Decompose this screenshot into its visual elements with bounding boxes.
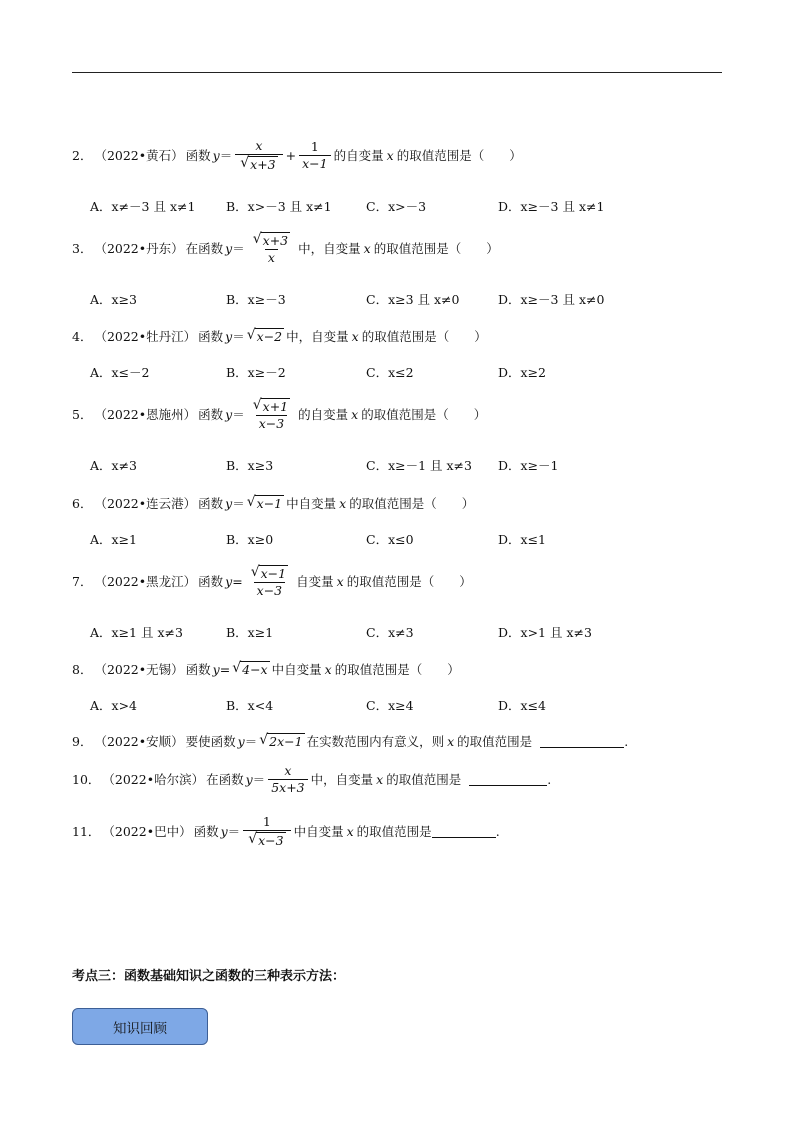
question-text: 中自变量	[293, 824, 344, 840]
radicand: x−2	[256, 329, 283, 344]
question-source: （2022•哈尔滨）	[102, 772, 205, 788]
radicand: x+3	[262, 233, 289, 248]
question-text: 函数	[193, 824, 219, 840]
option-c[interactable]: C．x≤2	[366, 365, 414, 380]
question-number: 9．	[72, 734, 93, 749]
formula-eq: =	[219, 661, 231, 677]
formula-var: y	[212, 661, 220, 677]
numerator	[248, 232, 295, 249]
question-11	[72, 815, 500, 848]
question-source: （2022•恩施州）	[94, 407, 197, 423]
formula-var: x	[339, 495, 347, 511]
radicand: x+1	[262, 399, 289, 414]
question-text: 的取值范围是（ ）	[349, 496, 475, 511]
square-root: √ x+3	[252, 231, 289, 248]
option-d[interactable]: D．x≥2	[498, 365, 546, 380]
question-end: .	[495, 823, 500, 839]
question-text: 在实数范围内有意义，则	[306, 734, 445, 749]
question-6	[72, 494, 474, 512]
question-text: 要使函数	[185, 734, 236, 749]
formula-fraction	[246, 565, 293, 598]
formula-fraction	[235, 139, 282, 172]
square-root: √ 4−x	[232, 660, 268, 677]
formula-var: x	[324, 661, 332, 677]
formula-var: y	[225, 495, 233, 511]
options-6	[90, 530, 722, 548]
question-text: 函数	[198, 574, 224, 590]
options-4	[90, 363, 722, 381]
section-heading: 考点三：函数基础知识之函数的三种表示方法：	[72, 969, 346, 984]
options-8	[90, 696, 722, 714]
question-number: 8．	[72, 662, 93, 677]
options-7	[90, 623, 722, 641]
question-text: 函数	[185, 662, 211, 677]
question-number: 2．	[72, 148, 93, 164]
option-a[interactable]: A．x≠－3 且 x≠1	[90, 199, 196, 214]
question-text: 中，自变量	[298, 241, 361, 257]
radicand: 4−x	[242, 662, 268, 677]
question-text: 的取值范围是	[356, 824, 432, 840]
formula-var: x	[447, 733, 455, 749]
option-a[interactable]: A．x>4	[90, 698, 138, 713]
option-b[interactable]: B．x>－3 且 x≠1	[226, 199, 332, 214]
option-d[interactable]: D．x≥－1	[498, 458, 559, 473]
question-text: 函数	[198, 496, 224, 511]
formula-eq: ＝	[232, 407, 245, 423]
square-root: √ 2x−1	[259, 732, 303, 749]
option-b[interactable]: B．x≥－3	[226, 292, 286, 307]
question-text: 在函数	[185, 241, 224, 257]
question-source: （2022•巴中）	[102, 824, 192, 840]
question-text: 的取值范围是（ ）	[361, 407, 487, 423]
question-10	[72, 764, 551, 795]
formula-eq: ＝	[232, 329, 245, 344]
question-5	[72, 398, 486, 431]
option-d[interactable]: D．x≥－3 且 x≠1	[498, 199, 605, 214]
option-a[interactable]: A．x≠3	[90, 458, 138, 473]
question-number: 7．	[72, 574, 93, 590]
formula-var: x	[386, 147, 394, 163]
question-source: （2022•丹东）	[94, 241, 184, 257]
question-source: （2022•无锡）	[94, 662, 184, 677]
question-text: 的取值范围是（ ）	[346, 574, 472, 590]
formula-fraction	[299, 140, 330, 171]
knowledge-review-button[interactable]: 知识回顾	[72, 1008, 208, 1045]
formula-var: y	[245, 771, 253, 787]
question-number: 10．	[72, 772, 101, 788]
formula-eq: ＝	[232, 496, 245, 511]
question-end: .	[547, 771, 552, 787]
question-text: 函数	[198, 329, 224, 344]
options-5	[90, 456, 722, 474]
option-c[interactable]: C．x≥4	[366, 698, 414, 713]
denominator: 5x+3	[268, 779, 307, 795]
formula-eq: ＝	[252, 772, 266, 788]
question-text: 的取值范围是（ ）	[334, 662, 460, 677]
option-b[interactable]: B．x≥1	[226, 625, 274, 640]
question-text: 在函数	[206, 772, 244, 788]
formula-var: y	[212, 147, 220, 163]
square-root: √ x−1	[246, 494, 283, 511]
question-2	[72, 139, 522, 172]
options-2	[90, 197, 722, 215]
formula-var: y	[225, 240, 233, 256]
question-3	[72, 232, 499, 265]
option-d[interactable]: D．x≤4	[498, 698, 546, 713]
denominator	[243, 830, 290, 848]
option-b[interactable]: B．x≥3	[226, 458, 274, 473]
formula-var: y	[237, 733, 245, 749]
formula-fraction	[248, 398, 295, 431]
square-root: √ x+3	[240, 154, 276, 172]
formula-eq: =	[232, 573, 243, 589]
question-source: （2022•连云港）	[94, 496, 197, 511]
option-a[interactable]: A．x≥1	[90, 532, 138, 547]
question-text: 的自变量	[333, 148, 384, 164]
question-source: （2022•安顺）	[94, 734, 184, 749]
question-text: 的自变量	[298, 407, 349, 423]
question-8	[72, 660, 460, 678]
formula-var: x	[351, 328, 359, 344]
denominator: x	[265, 249, 278, 265]
header-rule	[72, 72, 722, 73]
option-b[interactable]: B．x≥－2	[226, 365, 286, 380]
question-text: 中自变量	[271, 662, 322, 677]
options-3	[90, 290, 722, 308]
formula-var: y	[220, 823, 228, 839]
formula-var: x	[351, 406, 359, 422]
question-source: （2022•黑龙江）	[94, 574, 197, 590]
option-c[interactable]: C．x≥－1 且 x≠3	[366, 458, 472, 473]
answer-blank[interactable]	[432, 825, 496, 838]
formula-var: x	[346, 823, 354, 839]
denominator: x−3	[254, 582, 285, 598]
option-b[interactable]: B．x≥0	[226, 532, 274, 547]
question-9	[72, 732, 628, 750]
formula-fraction	[243, 815, 290, 848]
question-text: 的取值范围是（ ）	[373, 241, 499, 257]
option-d[interactable]: D．x≥－3 且 x≠0	[498, 292, 605, 307]
option-d[interactable]: D．x>1 且 x≠3	[498, 625, 592, 640]
formula-var: y	[225, 406, 233, 422]
option-c[interactable]: C．x>－3	[366, 199, 427, 214]
numerator	[246, 565, 293, 582]
question-text: 的取值范围是（ ）	[396, 148, 522, 164]
radicand: x−3	[258, 832, 284, 848]
formula-plus: +	[285, 147, 297, 163]
radicand: x−1	[256, 496, 283, 511]
square-root: √ x−3	[248, 830, 284, 848]
numerator	[248, 398, 295, 415]
question-source: （2022•黄石）	[94, 148, 184, 164]
question-number: 6．	[72, 496, 93, 511]
question-text: 函数	[198, 407, 224, 423]
option-b[interactable]: B．x<4	[226, 698, 274, 713]
denominator: x−3	[256, 415, 287, 431]
square-root: √ x−2	[246, 327, 283, 344]
question-4	[72, 327, 487, 345]
option-c[interactable]: C．x≠3	[366, 625, 414, 640]
formula-fraction	[248, 232, 295, 265]
radicand: 2x−1	[269, 734, 303, 749]
formula-var: x	[363, 240, 371, 256]
numerator: 1	[262, 814, 271, 829]
question-number: 5．	[72, 407, 93, 423]
question-text: 的取值范围是	[457, 734, 533, 749]
denominator	[235, 154, 282, 172]
question-text: 自变量	[296, 574, 334, 590]
question-7	[72, 565, 472, 598]
radicand: x+3	[250, 156, 276, 172]
option-a[interactable]: A．x≤－2	[90, 365, 150, 380]
question-end: .	[624, 733, 629, 749]
question-text: 中，自变量	[286, 329, 349, 344]
formula-var: x	[336, 573, 344, 589]
question-source: （2022•牡丹江）	[94, 329, 197, 344]
square-root: √ x+1	[252, 397, 289, 414]
formula-fraction	[268, 764, 307, 795]
answer-blank[interactable]	[469, 773, 547, 786]
option-d[interactable]: D．x≤1	[498, 532, 546, 547]
option-c[interactable]: C．x≥3 且 x≠0	[366, 292, 460, 307]
option-a[interactable]: A．x≥1 且 x≠3	[90, 625, 183, 640]
radicand: x−1	[260, 566, 287, 581]
denominator: x−1	[299, 155, 330, 171]
question-number: 3．	[72, 241, 93, 257]
question-text: 的取值范围是（ ）	[361, 329, 487, 344]
formula-eq: ＝	[244, 734, 258, 749]
question-text: 中自变量	[286, 496, 337, 511]
question-text: 的取值范围是	[386, 772, 462, 788]
formula-eq: ＝	[227, 824, 241, 840]
formula-var: x	[376, 771, 384, 787]
formula-var: y	[225, 573, 233, 589]
option-c[interactable]: C．x≤0	[366, 532, 414, 547]
option-a[interactable]: A．x≥3	[90, 292, 138, 307]
answer-blank[interactable]	[540, 735, 624, 748]
question-number: 11．	[72, 824, 101, 840]
formula-var: y	[225, 328, 233, 344]
numerator: 1	[310, 139, 319, 155]
question-text: 函数	[185, 148, 211, 164]
formula-eq: ＝	[219, 148, 233, 164]
square-root: √ x−1	[250, 564, 287, 581]
question-number: 4．	[72, 329, 93, 344]
numerator: x	[284, 763, 292, 778]
question-text: 中，自变量	[310, 772, 374, 788]
formula-eq: ＝	[232, 241, 245, 257]
numerator: x	[255, 138, 263, 153]
